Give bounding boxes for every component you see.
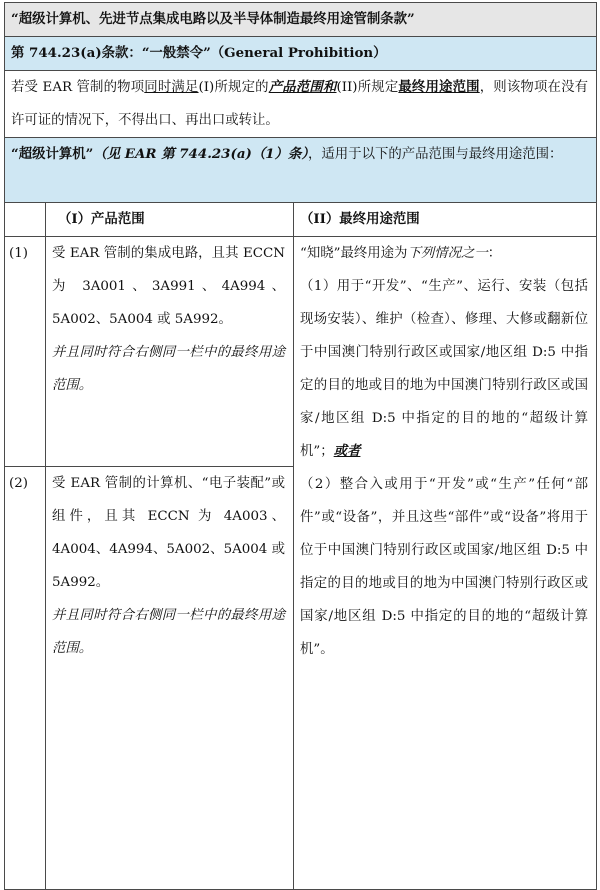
end-use-lead-text: “知晓”最终用途为 xyxy=(300,246,408,261)
end-use-lead-end: ： xyxy=(487,246,502,261)
title-row xyxy=(5,3,597,37)
column-header-product-scope: （I）产品范围 xyxy=(46,203,294,237)
rule-heading-row xyxy=(5,37,597,71)
document-title: “超级计算机、先进节点集成电路以及半导体制造最终用途管制条款” xyxy=(5,3,597,37)
intro-text-2: 同时满足 xyxy=(144,80,199,95)
product-scope-text: 受 EAR 管制的集成电路，且其 ECCN 为 3A001、3A991、4A994、5A002、5A004 或 5A992。 xyxy=(52,246,285,327)
rule-heading: 第 744.23(a)条款：“一般禁令”（General Prohibition） xyxy=(5,37,597,71)
regulation-table xyxy=(4,2,597,890)
intro-text-5: (II)所规定 xyxy=(336,80,399,95)
column-header-end-use-scope: （II）最终用途范围 xyxy=(294,203,597,237)
column-header-blank xyxy=(5,203,46,237)
intro-text-3: (I)所规定的 xyxy=(198,80,269,95)
supercomputer-rest: ，适用于以下的产品范围与最终用途范围： xyxy=(308,147,563,162)
column-header-row xyxy=(5,203,597,237)
supercomputer-term: “超级计算机” xyxy=(11,146,94,162)
supercomputer-ref: （见 EAR 第 744.23(a)（1）条） xyxy=(93,146,309,162)
supercomputer-row xyxy=(5,138,597,203)
product-scope-text: 受 EAR 管制的计算机、“电子装配”或组件，且其 ECCN 为 4A003、4A004、4A994、5A002、5A004 或 5A992。 xyxy=(52,476,285,590)
table-row xyxy=(5,237,597,467)
supercomputer-paragraph xyxy=(5,138,597,203)
end-use-item-1 xyxy=(300,270,588,468)
product-scope-cell xyxy=(46,237,294,467)
intro-end-use-scope: 最终用途范围 xyxy=(398,79,480,95)
intro-row xyxy=(5,71,597,138)
intro-text-1: 若受 EAR 管制的物项 xyxy=(11,80,145,95)
intro-product-scope: 产品范围和 xyxy=(268,79,337,95)
row-number: (1) xyxy=(5,237,46,467)
end-use-item-2: （2）整合入或用于“开发”或“生产”任何“部件”或“设备”，并且这些“部件”或“设备”将用于位于中国澳门特别行政区或国家/地区组 D:5 中指定的目的地或目的地为中国澳门特别行政区或国家/地区组 D:5 中指定的目的地的“超级计算机”。 xyxy=(300,477,589,657)
end-use-scope-cell xyxy=(294,237,597,890)
intro-paragraph xyxy=(5,71,597,138)
end-use-item-1-text: （1）用于“开发”、“生产”、运行、安装（包括现场安装）、维护（检查）、修理、大修或翻新位于中国澳门特别行政区或国家/地区组 D:5 中指定的目的地或目的地为中国澳门特别行政区或国家/地区组 D:5 中指定的目的地的“超级计算机”； xyxy=(300,279,589,459)
product-scope-note: 并且同时符合右侧同一栏中的最终用途范围。 xyxy=(52,345,285,393)
product-scope-note: 并且同时符合右侧同一栏中的最终用途范围。 xyxy=(52,608,285,656)
row-number: (2) xyxy=(5,467,46,890)
end-use-lead-italic: 下列情况之一 xyxy=(407,246,488,261)
intro-text-7: ，则该物项在没有许可证的情况下，不得出口、再出口或转让。 xyxy=(11,80,589,128)
product-scope-cell xyxy=(46,467,294,890)
end-use-or: 或者 xyxy=(333,443,361,459)
end-use-lead xyxy=(300,237,588,270)
